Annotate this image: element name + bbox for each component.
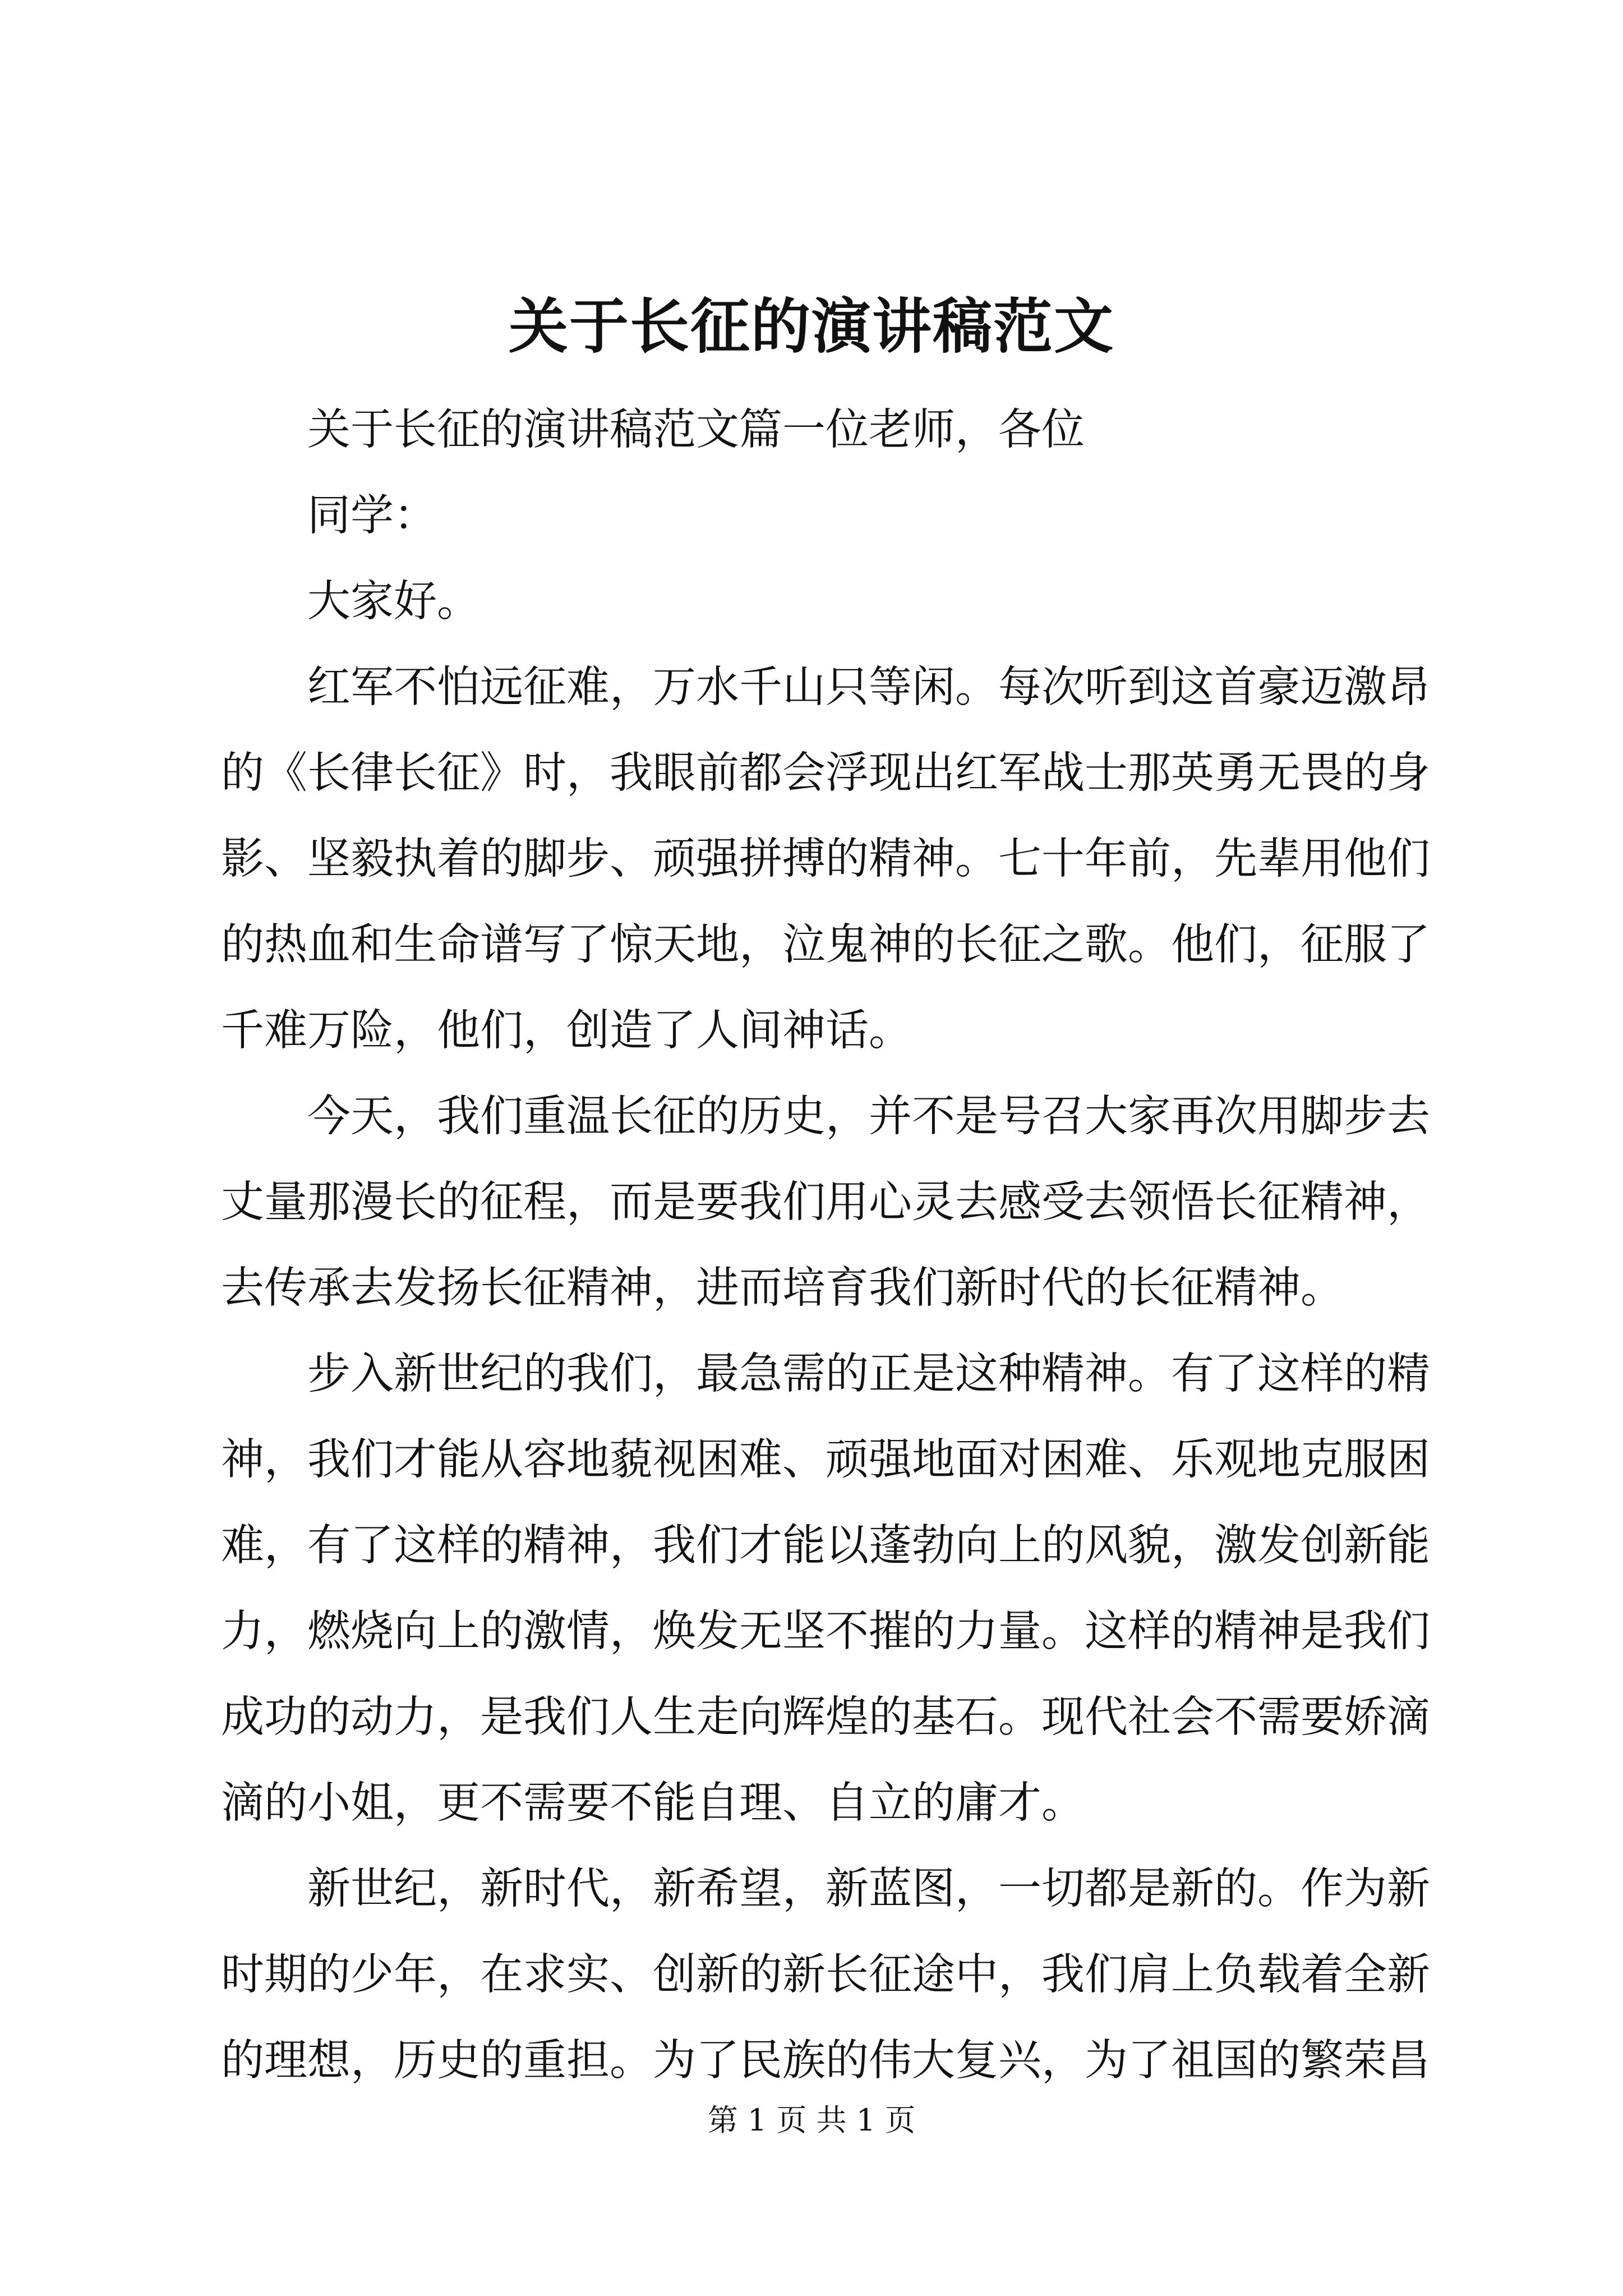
paragraph-6: 步入新世纪的我们，最急需的正是这种精神。有了这样的精神，我们才能从容地藐视困难、顽强地面对困难、乐观地克服困难，有了这样的精神，我们才能以蓬勃向上的风貌，激发创新能力，燃烧向上的激情，焕发无坚不摧的力量。这样的精神是我们成功的动力，是我们人生走向辉煌的基石。现代社会不需要娇滴滴的小姐，更不需要不能自理、自立的庸才。 [221, 1349, 1430, 1828]
paragraph-4: 红军不怕远征难，万水千山只等闲。每次听到这首豪迈激昂的《长律长征》时，我眼前都会浮现出红军战士那英勇无畏的身影、坚毅执着的脚步、顽强拼搏的精神。七十年前，先辈用他们的热血和生命谱写了惊天地，泣鬼神的长征之歌。他们，征服了千难万险，他们，创造了人间神话。 [221, 662, 1430, 1056]
paragraph-5: 今天，我们重温长征的历史，并不是号召大家再次用脚步去丈量那漫长的征程，而是要我们用心灵去感受去领悟长征精神，去传承去发扬长征精神，进而培育我们新时代的长征精神。 [221, 1092, 1430, 1313]
paragraph-3: 大家好。 [307, 577, 480, 627]
page-title: 关于长征的演讲稿范文 [509, 291, 1114, 361]
page-footer: 第 1 页 共 1 页 [707, 2102, 916, 2138]
document-body [221, 387, 1430, 2104]
paragraph-7: 新世纪，新时代，新希望，新蓝图，一切都是新的。作为新时期的少年，在求实、创新的新长征途中，我们肩上负载着全新的理想，历史的重担。为了民族的伟大复兴，为了祖国的繁荣昌 [221, 1864, 1430, 2086]
paragraph-2: 同学： [307, 491, 437, 541]
paragraph-1: 关于长征的演讲稿范文篇一位老师，各位 [307, 405, 1085, 455]
